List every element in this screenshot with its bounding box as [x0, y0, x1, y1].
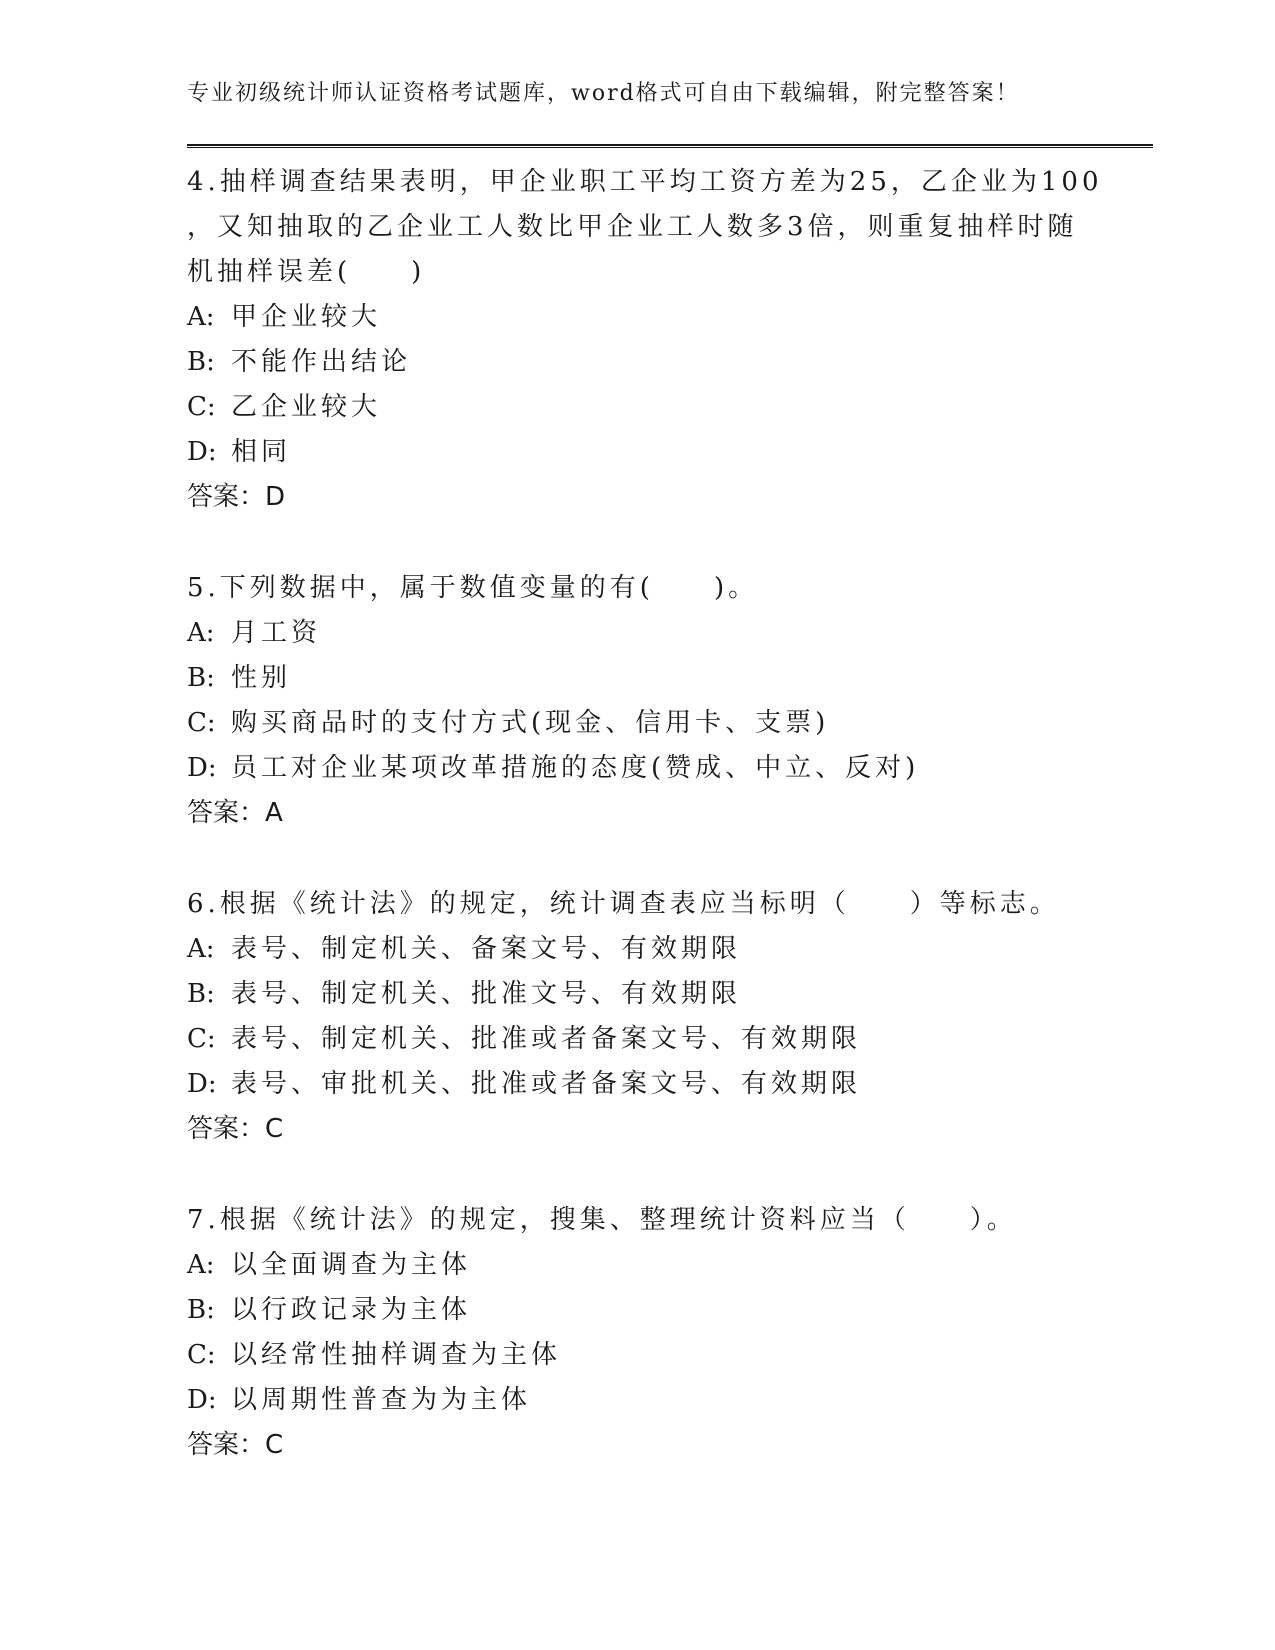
option-key: C: — [187, 392, 216, 422]
option-text: 不能作出结论 — [231, 347, 412, 377]
option-key: B: — [187, 1295, 215, 1325]
option-text: 以行政记录为主体 — [231, 1295, 472, 1325]
question-6 — [187, 882, 1087, 1152]
question-stem — [187, 566, 1087, 611]
option-text: 员工对企业某项改革措施的态度(赞成、中立、反对) — [231, 753, 920, 783]
question-7 — [187, 1198, 1087, 1468]
option-b — [187, 656, 1087, 701]
stem-line: 5.下列数据中，属于数值变量的有( )。 — [187, 573, 759, 603]
question-stem — [187, 882, 1087, 927]
answer: 答案：A — [187, 798, 283, 828]
option-text: 乙企业较大 — [231, 392, 382, 422]
option-text: 表号、制定机关、批准文号、有效期限 — [231, 979, 742, 1009]
stem-line: 机抽样误差( ) — [187, 257, 426, 287]
option-c — [187, 701, 1087, 746]
option-text: 以周期性普查为为主体 — [231, 1385, 532, 1415]
stem-line: 4.抽样调查结果表明，甲企业职工平均工资方差为25，乙企业为100 — [187, 167, 1103, 197]
page-header: 专业初级统计师认证资格考试题库，word格式可自由下载编辑，附完整答案！ — [187, 81, 1020, 106]
question-stem — [187, 160, 1103, 295]
question-4 — [187, 160, 1103, 520]
option-key: C: — [187, 1340, 216, 1370]
option-a — [187, 295, 1087, 340]
option-text: 月工资 — [231, 618, 322, 648]
option-key: B: — [187, 347, 215, 377]
answer: 答案：D — [187, 482, 286, 512]
question-stem — [187, 1198, 1087, 1243]
option-key: A: — [187, 934, 215, 964]
answer: 答案：C — [187, 1114, 284, 1144]
option-c — [187, 1333, 1087, 1378]
option-key: D: — [187, 753, 217, 783]
header-divider — [187, 144, 1153, 148]
option-key: A: — [187, 618, 215, 648]
option-key: D: — [187, 1069, 217, 1099]
answer: 答案：C — [187, 1430, 284, 1460]
option-a — [187, 1243, 1087, 1288]
stem-line: 6.根据《统计法》的规定，统计调查表应当标明（ ）等标志。 — [187, 889, 1060, 919]
option-text: 表号、制定机关、备案文号、有效期限 — [231, 934, 742, 964]
option-key: C: — [187, 708, 216, 738]
option-key: A: — [187, 302, 215, 332]
stem-line: ，又知抽取的乙企业工人数比甲企业工人数多3倍，则重复抽样时随 — [187, 212, 1078, 242]
option-text: 甲企业较大 — [231, 302, 382, 332]
option-c — [187, 1017, 1087, 1062]
option-key: B: — [187, 979, 215, 1009]
option-text: 性别 — [231, 663, 292, 693]
option-a — [187, 927, 1087, 972]
option-d — [187, 746, 1087, 791]
option-key: B: — [187, 663, 215, 693]
option-key: A: — [187, 1250, 215, 1280]
option-b — [187, 340, 1087, 385]
question-list — [187, 160, 1103, 1514]
stem-line: 7.根据《统计法》的规定，搜集、整理统计资料应当（ ）。 — [187, 1205, 1017, 1235]
option-d — [187, 1378, 1087, 1423]
option-c — [187, 385, 1087, 430]
option-text: 表号、制定机关、批准或者备案文号、有效期限 — [231, 1024, 862, 1054]
option-b — [187, 1288, 1087, 1333]
option-key: D: — [187, 437, 217, 467]
option-text: 表号、审批机关、批准或者备案文号、有效期限 — [231, 1069, 862, 1099]
option-b — [187, 972, 1087, 1017]
option-text: 以经常性抽样调查为主体 — [231, 1340, 562, 1370]
option-d — [187, 1062, 1087, 1107]
option-text: 相同 — [231, 437, 292, 467]
option-text: 购买商品时的支付方式(现金、信用卡、支票) — [231, 708, 830, 738]
question-5 — [187, 566, 1087, 836]
option-a — [187, 611, 1087, 656]
option-key: D: — [187, 1385, 217, 1415]
option-text: 以全面调查为主体 — [231, 1250, 472, 1280]
option-d — [187, 430, 1087, 475]
option-key: C: — [187, 1024, 216, 1054]
